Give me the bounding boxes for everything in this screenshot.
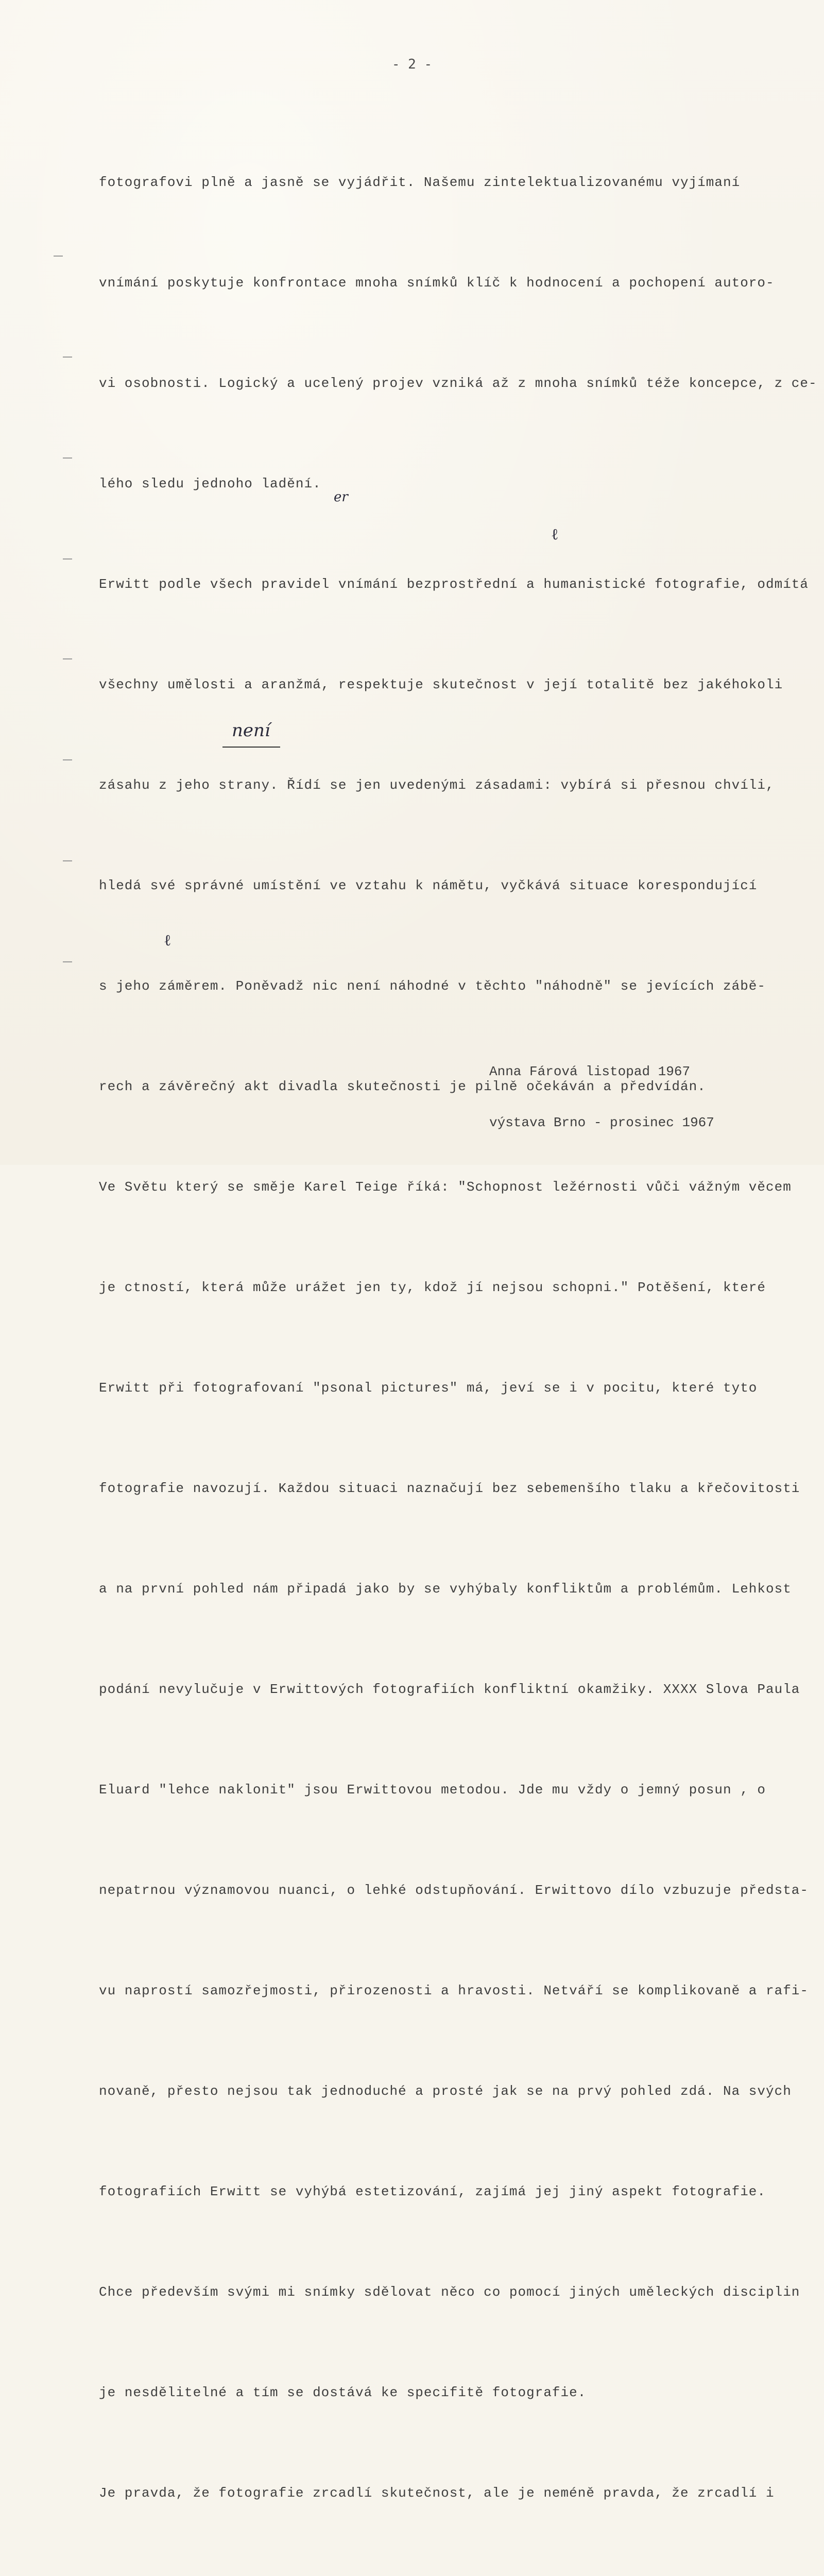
- text-line: fotografiích Erwitt se vyhýbá estetizování, zajímá jej jiný aspekt fotografie.: [99, 2184, 766, 2199]
- margin-mark: [63, 658, 72, 659]
- text-line: Erwitt podle všech pravidel vnímání bezprostřední a humanistické fotografie, odmítá: [99, 577, 809, 592]
- margin-mark: [63, 759, 72, 760]
- signature-line-author: Anna Fárová listopad 1967: [489, 1064, 691, 1079]
- text-line: fotografovi plně a jasně se vyjádřit. Našemu zintelektualizovanému vyjímaní: [99, 175, 741, 190]
- text-line: je nesdělitelné a tím se dostává ke specifitě fotografie.: [99, 2385, 587, 2400]
- handwritten-correction-er: er: [334, 489, 348, 505]
- text-line: Erwitt při fotografovaní "psonal pictures" má, jeví se i v pocitu, které tyto: [99, 1380, 758, 1396]
- text-line: vu naprostí samozřejmosti, přirozenosti a hravosti. Netváří se komplikovaně a rafi-: [99, 1983, 809, 1998]
- margin-mark: [63, 860, 72, 861]
- text-line: Ve Světu který se směje Karel Teige říká: "Schopnost ležérnosti vůči vážným věcem: [99, 1179, 792, 1195]
- signature-line-exhibition: výstava Brno - prosinec 1967: [489, 1115, 714, 1130]
- text-line: rech a závěrečný akt divadla skutečnosti je pilně očekáván a předvídán.: [99, 1079, 706, 1094]
- text-line: vi osobnosti. Logický a ucelený projev vzniká až z mnoha snímků téže koncepce, z ce-: [99, 376, 817, 391]
- handwritten-check-mark: ℓ: [551, 526, 559, 544]
- text-line: Eluard "lehce naklonit" jsou Erwittovou metodou. Jde mu vždy o jemný posun , o: [99, 1782, 766, 1798]
- text-line: Je pravda, že fotografie zrcadlí skutečnost, ale je neméně pravda, že zrcadlí i: [99, 2485, 775, 2501]
- text-line: vnímání poskytuje konfrontace mnoha snímků klíč k hodnocení a pochopení autoro-: [99, 275, 775, 291]
- strikethrough-mark: [222, 747, 280, 748]
- text-line: hledá své správné umístění ve vztahu k námětu, vyčkává situace korespondující: [99, 878, 758, 893]
- margin-mark: [63, 357, 72, 358]
- text-line: všechny umělosti a aranžmá, respektuje skutečnost v její totalitě bez jakéhokoli: [99, 677, 783, 692]
- text-line: fotografie navozují. Každou situaci naznačují bez sebemenšího tlaku a křečovitosti: [99, 1481, 800, 1496]
- text-line: nepatrnou významovou nuanci, o lehké odstupňování. Erwittovo dílo vzbuzuje předsta-: [99, 1883, 809, 1898]
- margin-mark: [63, 457, 72, 459]
- text-line: je ctností, která může urážet jen ty, kdož jí nejsou schopni." Potěšení, které: [99, 1280, 766, 1295]
- handwritten-correction-neni: není: [232, 720, 270, 741]
- handwritten-check-mark: ℓ: [164, 931, 171, 950]
- margin-mark: [54, 256, 63, 257]
- typewritten-text: [99, 99, 817, 2576]
- text-line: zásahu z jeho strany. Řídí se jen uvedenými zásadami: vybírá si přesnou chvíli,: [99, 777, 775, 793]
- page-number: - 2 -: [391, 57, 433, 72]
- text-line: novaně, přesto nejsou tak jednoduché a prosté jak se na prvý pohled zdá. Na svých: [99, 2083, 792, 2099]
- margin-mark: [63, 558, 72, 560]
- text-line: podání nevylučuje v Erwittových fotografiích konfliktní okamžiky. XXXX Slova Paula: [99, 1682, 800, 1697]
- text-line: s jeho záměrem. Poněvadž nic není náhodné v těchto "náhodně" se jevících zábě-: [99, 978, 766, 994]
- signature-block: [489, 1029, 714, 1165]
- text-line: a na první pohled nám připadá jako by se vyhýbaly konfliktům a problémům. Lehkost: [99, 1581, 792, 1597]
- margin-mark: [63, 961, 72, 962]
- text-line: Chce především svými mi snímky sdělovat něco co pomocí jiných uměleckých disciplin: [99, 2284, 800, 2300]
- text-line: lého sledu jednoho ladění.: [99, 476, 321, 492]
